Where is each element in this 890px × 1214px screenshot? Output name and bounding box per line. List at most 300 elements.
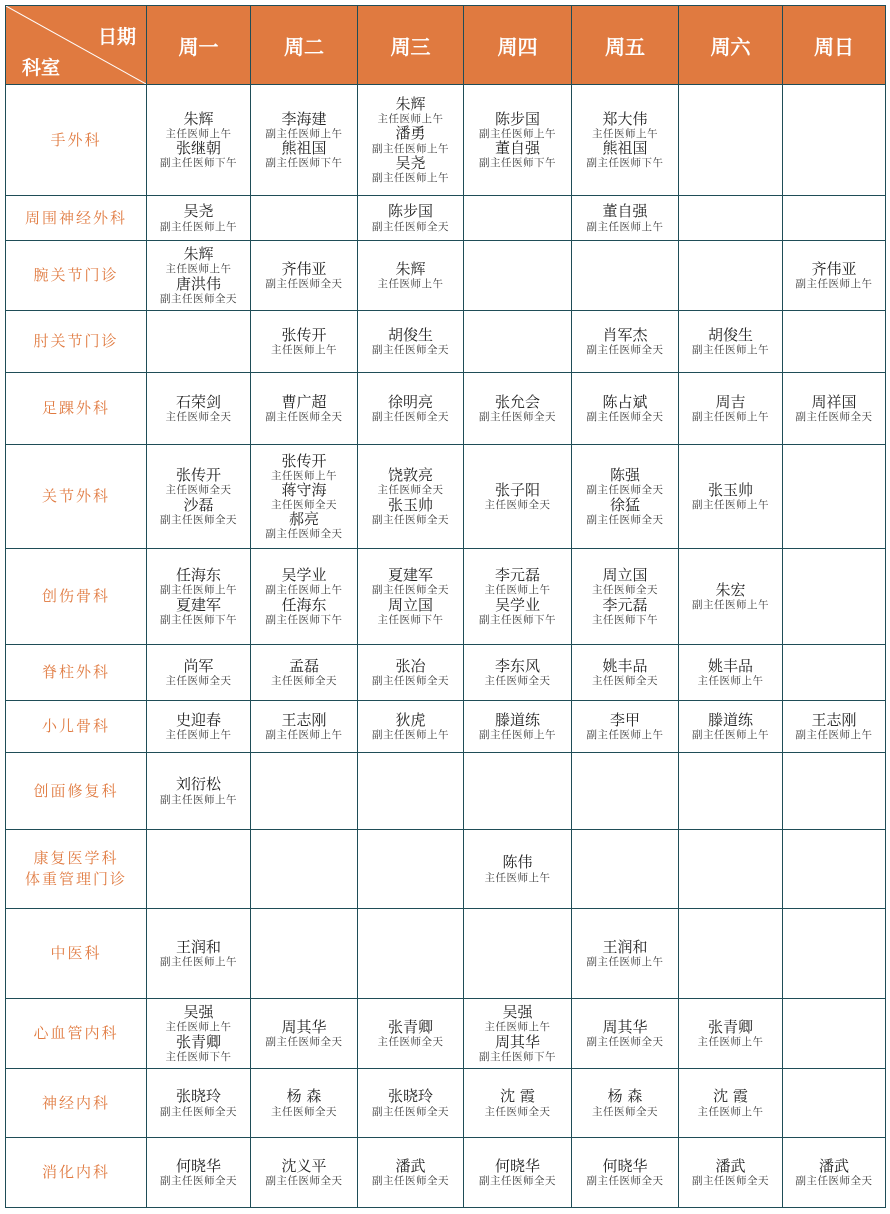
schedule-cell	[572, 549, 679, 645]
schedule-cell	[572, 1138, 679, 1208]
doctor-entry	[572, 1088, 678, 1117]
department-name-line: 消化内科	[41, 1163, 110, 1181]
schedule-cell	[679, 549, 783, 645]
doctor-entry	[251, 140, 357, 169]
department-name-line: 小儿骨科	[41, 717, 110, 735]
schedule-cell	[572, 85, 679, 196]
department-name	[6, 85, 147, 196]
schedule-cell	[679, 445, 783, 549]
doctor-name: 王志刚	[281, 710, 327, 729]
doctor-name: 杨 森	[286, 1087, 322, 1106]
doctor-title-session: 副主任医师上午	[160, 956, 237, 969]
schedule-cell	[679, 999, 783, 1069]
schedule-cell	[464, 645, 572, 701]
schedule-body	[6, 85, 886, 1208]
doctor-title-session: 主任医师全天	[484, 499, 551, 512]
schedule-cell	[783, 196, 886, 241]
doctor-name: 张允会	[494, 392, 540, 411]
doctor-title-session: 主任医师上午	[165, 1021, 232, 1034]
doctor-entry	[147, 776, 250, 805]
schedule-cell	[251, 311, 358, 373]
day-header: 周一	[147, 6, 251, 85]
doctor-title-session: 副主任医师上午	[795, 729, 873, 742]
doctor-name: 姚丰品	[707, 656, 753, 675]
doctor-title-session: 副主任医师全天	[372, 513, 449, 526]
doctor-entry	[251, 1158, 357, 1187]
doctor-title-session: 副主任医师全天	[265, 1036, 343, 1049]
doctor-title-session: 副主任医师全天	[586, 411, 664, 424]
doctor-entry	[358, 712, 463, 741]
doctor-name: 郝亮	[288, 510, 319, 529]
doctor-name: 沙磊	[183, 495, 214, 514]
doctor-name: 蒋守海	[281, 480, 327, 499]
schedule-cell	[679, 196, 783, 241]
doctor-title-session: 副主任医师全天	[160, 513, 237, 526]
doctor-title-session: 主任医师全天	[165, 484, 232, 497]
doctor-title-session: 副主任医师全天	[160, 1175, 237, 1188]
department-name-line: 脊柱外科	[41, 663, 110, 681]
schedule-cell	[358, 645, 464, 701]
doctor-entry	[572, 467, 678, 496]
doctor-title-session: 副主任医师下午	[265, 157, 343, 170]
doctor-title-session: 主任医师下午	[165, 1050, 232, 1063]
doctor-title-session: 副主任医师上午	[692, 729, 769, 742]
doctor-title-session: 主任医师全天	[165, 411, 232, 424]
doctor-entry	[147, 597, 250, 626]
doctor-name: 朱辉	[395, 259, 426, 278]
doctor-entry	[147, 140, 250, 169]
doctor-entry	[464, 658, 571, 687]
doctor-name: 张晓玲	[175, 1087, 221, 1106]
doctor-name: 潘武	[395, 1156, 426, 1175]
doctor-name: 王润和	[175, 937, 221, 956]
doctor-entry	[251, 658, 357, 687]
department-row	[6, 373, 886, 445]
doctor-title-session: 副主任医师上午	[265, 729, 343, 742]
doctor-title-session: 副主任医师下午	[160, 157, 237, 170]
doctor-title-session: 副主任医师全天	[692, 1175, 769, 1188]
schedule-cell	[783, 1069, 886, 1138]
doctor-name: 张传开	[281, 325, 327, 344]
doctor-name: 张青卿	[707, 1017, 753, 1036]
doctor-name: 潘武	[715, 1156, 746, 1175]
doctor-name: 吴强	[183, 1003, 214, 1022]
department-name	[6, 196, 147, 241]
doctor-title-session: 副主任医师全天	[586, 344, 664, 357]
doctor-title-session: 主任医师全天	[592, 675, 658, 688]
schedule-cell	[147, 701, 251, 753]
doctor-name: 周其华	[281, 1017, 327, 1036]
doctor-title-session: 副主任医师全天	[586, 484, 664, 497]
doctor-name: 陈步国	[494, 109, 540, 128]
doctor-title-session: 副主任医师下午	[479, 613, 556, 626]
doctor-entry	[358, 1019, 463, 1048]
doctor-name: 李甲	[609, 710, 640, 729]
doctor-title-session: 副主任医师上午	[692, 599, 769, 612]
date-label: 日期	[97, 26, 136, 48]
doctor-entry	[572, 327, 678, 356]
doctor-name: 李东风	[494, 656, 540, 675]
department-row	[6, 999, 886, 1069]
doctor-title-session: 副主任医师上午	[372, 171, 449, 184]
doctor-entry	[679, 1088, 782, 1117]
doctor-entry	[251, 597, 357, 626]
schedule-cell	[147, 753, 251, 830]
doctor-entry	[251, 261, 357, 290]
dept-label: 科室	[22, 57, 61, 79]
department-name	[6, 445, 147, 549]
schedule-cell	[679, 645, 783, 701]
doctor-title-session: 副主任医师下午	[586, 157, 664, 170]
doctor-entry	[464, 854, 571, 883]
day-header: 周五	[572, 6, 679, 85]
schedule-cell	[679, 1069, 783, 1138]
schedule-cell	[358, 196, 464, 241]
schedule-cell	[783, 445, 886, 549]
doctor-title-session: 副主任医师全天	[586, 1036, 664, 1049]
day-header: 周二	[251, 6, 358, 85]
department-name	[6, 753, 147, 830]
schedule-cell	[572, 645, 679, 701]
doctor-title-session: 副主任医师全天	[265, 528, 343, 541]
department-row	[6, 85, 886, 196]
doctor-title-session: 副主任医师上午	[692, 344, 769, 357]
doctor-title-session: 副主任医师全天	[372, 1175, 449, 1188]
doctor-name: 夏建军	[175, 595, 221, 614]
doctor-entry	[572, 1158, 678, 1187]
doctor-entry	[464, 1158, 571, 1187]
doctor-title-session: 主任医师上午	[377, 113, 444, 126]
doctor-title-session: 副主任医师上午	[586, 220, 664, 233]
doctor-name: 陈占斌	[602, 392, 648, 411]
department-row	[6, 830, 886, 909]
doctor-entry	[679, 658, 782, 687]
doctor-name: 郑大伟	[602, 109, 648, 128]
doctor-name: 周立国	[602, 566, 648, 585]
schedule-cell	[147, 909, 251, 999]
doctor-name: 周吉	[715, 392, 746, 411]
schedule-cell	[783, 311, 886, 373]
schedule-cell	[783, 645, 886, 701]
doctor-name: 曹广超	[281, 392, 327, 411]
schedule-cell	[783, 1138, 886, 1208]
schedule-cell	[251, 373, 358, 445]
doctor-entry	[147, 658, 250, 687]
doctor-entry	[572, 140, 678, 169]
doctor-name: 姚丰品	[602, 656, 648, 675]
doctor-name: 董自强	[602, 202, 648, 221]
doctor-name: 杨 森	[607, 1087, 643, 1106]
doctor-entry	[358, 203, 463, 232]
doctor-name: 朱宏	[715, 580, 746, 599]
doctor-title-session: 副主任医师上午	[160, 584, 237, 597]
doctor-entry	[358, 1088, 463, 1117]
schedule-cell	[147, 1069, 251, 1138]
department-name	[6, 549, 147, 645]
doctor-name: 滕道练	[494, 710, 540, 729]
doctor-entry	[251, 453, 357, 482]
schedule-cell	[783, 549, 886, 645]
schedule-cell	[572, 1069, 679, 1138]
doctor-title-session: 主任医师上午	[697, 1105, 764, 1118]
doctor-name: 何晓华	[175, 1156, 221, 1175]
doctor-title-session: 主任医师全天	[271, 499, 337, 512]
schedule-cell	[358, 701, 464, 753]
department-name-line: 创伤骨科	[41, 587, 110, 605]
doctor-entry	[464, 1004, 571, 1033]
doctor-name: 任海东	[175, 566, 221, 585]
doctor-entry	[251, 327, 357, 356]
department-name	[6, 373, 147, 445]
doctor-title-session: 副主任医师上午	[692, 499, 769, 512]
schedule-cell	[147, 1138, 251, 1208]
doctor-title-session: 主任医师全天	[271, 1105, 337, 1118]
schedule-cell	[147, 645, 251, 701]
doctor-title-session: 副主任医师全天	[372, 675, 449, 688]
department-name	[6, 701, 147, 753]
schedule-cell	[358, 549, 464, 645]
schedule-cell	[783, 241, 886, 311]
doctor-title-session: 主任医师上午	[165, 127, 232, 140]
doctor-title-session: 主任医师上午	[484, 584, 551, 597]
day-header: 周六	[679, 6, 783, 85]
doctor-name: 潘武	[818, 1156, 849, 1175]
doctor-entry	[147, 1034, 250, 1063]
schedule-cell	[358, 85, 464, 196]
schedule-cell	[147, 85, 251, 196]
doctor-name: 胡俊生	[387, 325, 433, 344]
day-header: 周四	[464, 6, 572, 85]
schedule-cell	[358, 311, 464, 373]
doctor-name: 石荣剑	[175, 392, 221, 411]
doctor-title-session: 主任医师全天	[377, 1036, 444, 1049]
doctor-entry	[572, 567, 678, 596]
doctor-name: 王润和	[602, 937, 648, 956]
doctor-name: 尚军	[183, 656, 214, 675]
doctor-entry	[251, 511, 357, 540]
doctor-title-session: 主任医师上午	[271, 469, 337, 482]
doctor-title-session: 主任医师上午	[165, 263, 232, 276]
doctor-entry	[783, 712, 885, 741]
doctor-name: 张青卿	[175, 1032, 221, 1051]
doctor-name: 周其华	[494, 1032, 540, 1051]
schedule-cell	[572, 373, 679, 445]
doctor-entry	[251, 567, 357, 596]
schedule-cell	[147, 999, 251, 1069]
doctor-entry	[251, 1019, 357, 1048]
schedule-cell	[464, 85, 572, 196]
doctor-name: 朱辉	[183, 109, 214, 128]
doctor-entry	[147, 567, 250, 596]
doctor-title-session: 主任医师全天	[592, 1105, 658, 1118]
doctor-name: 张玉帅	[387, 495, 433, 514]
schedule-cell	[464, 753, 572, 830]
doctor-name: 齐伟亚	[811, 259, 857, 278]
doctor-entry	[358, 658, 463, 687]
department-row	[6, 445, 886, 549]
schedule-cell	[147, 830, 251, 909]
doctor-entry	[783, 394, 885, 423]
department-row	[6, 645, 886, 701]
schedule-cell	[251, 241, 358, 311]
doctor-title-session: 主任医师上午	[592, 127, 658, 140]
doctor-entry	[251, 394, 357, 423]
department-row	[6, 311, 886, 373]
doctor-name: 张青卿	[387, 1017, 433, 1036]
doctor-entry	[147, 276, 250, 305]
doctor-name: 狄虎	[395, 710, 426, 729]
doctor-title-session: 副主任医师全天	[372, 584, 449, 597]
schedule-cell	[251, 753, 358, 830]
schedule-cell	[572, 311, 679, 373]
doctor-entry	[147, 394, 250, 423]
doctor-name: 吴学业	[281, 566, 327, 585]
doctor-entry	[358, 1158, 463, 1187]
doctor-name: 饶敦亮	[387, 466, 433, 485]
department-name-line: 康复医学科	[33, 849, 119, 867]
doctor-entry	[572, 497, 678, 526]
doctor-title-session: 主任医师上午	[697, 675, 764, 688]
department-name-line: 足踝外科	[41, 399, 110, 417]
doctor-title-session: 主任医师全天	[484, 1105, 551, 1118]
doctor-name: 周立国	[387, 595, 433, 614]
doctor-title-session: 主任医师上午	[697, 1036, 764, 1049]
doctor-name: 陈步国	[387, 202, 433, 221]
doctor-name: 李元磊	[602, 595, 648, 614]
doctor-title-session: 副主任医师上午	[160, 220, 237, 233]
schedule-cell	[679, 701, 783, 753]
schedule-cell	[464, 701, 572, 753]
doctor-title-session: 副主任医师上午	[479, 127, 556, 140]
department-name	[6, 1138, 147, 1208]
doctor-name: 徐猛	[609, 495, 640, 514]
doctor-name: 吴尧	[395, 153, 426, 172]
schedule-cell	[358, 753, 464, 830]
doctor-name: 吴学业	[494, 595, 540, 614]
doctor-title-session: 副主任医师全天	[479, 411, 556, 424]
schedule-cell	[572, 445, 679, 549]
schedule-cell	[464, 549, 572, 645]
department-row	[6, 1138, 886, 1208]
doctor-title-session: 副主任医师全天	[265, 278, 343, 291]
schedule-cell	[147, 549, 251, 645]
doctor-title-session: 主任医师全天	[484, 675, 551, 688]
department-name	[6, 999, 147, 1069]
doctor-entry	[464, 1034, 571, 1063]
schedule-cell	[358, 1138, 464, 1208]
schedule-cell	[679, 753, 783, 830]
doctor-title-session: 副主任医师上午	[479, 729, 556, 742]
doctor-title-session: 副主任医师下午	[265, 613, 343, 626]
doctor-title-session: 副主任医师全天	[372, 344, 449, 357]
schedule-cell	[572, 999, 679, 1069]
doctor-entry	[147, 712, 250, 741]
doctor-entry	[783, 1158, 885, 1187]
doctor-entry	[147, 246, 250, 275]
doctor-name: 吴尧	[183, 202, 214, 221]
doctor-name: 沈 霞	[500, 1087, 535, 1106]
doctor-entry	[572, 712, 678, 741]
doctor-name: 陈强	[609, 466, 640, 485]
schedule-cell	[783, 373, 886, 445]
department-row	[6, 701, 886, 753]
doctor-name: 张子阳	[494, 480, 540, 499]
doctor-entry	[358, 261, 463, 290]
schedule-cell	[679, 311, 783, 373]
doctor-name: 何晓华	[602, 1156, 648, 1175]
doctor-title-session: 主任医师下午	[592, 613, 658, 626]
department-name-line: 创面修复科	[33, 781, 119, 800]
doctor-entry	[251, 712, 357, 741]
department-row	[6, 909, 886, 999]
doctor-name: 陈伟	[502, 853, 533, 872]
schedule-cell	[251, 701, 358, 753]
doctor-title-session: 副主任医师全天	[160, 1105, 237, 1118]
schedule-cell	[464, 1069, 572, 1138]
doctor-name: 张继朝	[175, 139, 221, 157]
header-row	[6, 6, 886, 85]
department-name-line: 周围神经外科	[24, 208, 127, 227]
schedule-cell	[679, 1138, 783, 1208]
doctor-name: 史迎春	[175, 710, 221, 729]
doctor-name: 吴强	[502, 1003, 533, 1022]
department-name-line: 中医科	[50, 944, 102, 962]
schedule-cell	[572, 196, 679, 241]
doctor-name: 周祥国	[811, 392, 857, 411]
schedule-cell	[147, 373, 251, 445]
doctor-entry	[358, 597, 463, 626]
doctor-title-session: 副主任医师下午	[479, 157, 556, 170]
department-name-line: 肘关节门诊	[33, 332, 119, 350]
schedule-cell	[251, 85, 358, 196]
doctor-entry	[679, 394, 782, 423]
doctor-title-session: 主任医师上午	[271, 344, 337, 357]
schedule-cell	[358, 373, 464, 445]
doctor-entry	[679, 712, 782, 741]
schedule-cell	[464, 373, 572, 445]
department-row	[6, 753, 886, 830]
department-name-line: 手外科	[50, 130, 102, 149]
department-row	[6, 241, 886, 311]
doctor-title-session: 副主任医师全天	[586, 513, 664, 526]
schedule-cell	[783, 85, 886, 196]
doctor-entry	[358, 394, 463, 423]
doctor-title-session: 主任医师全天	[165, 675, 232, 688]
schedule-cell	[464, 999, 572, 1069]
doctor-entry	[572, 111, 678, 140]
schedule-cell	[464, 196, 572, 241]
schedule-cell	[464, 830, 572, 909]
schedule-cell	[679, 85, 783, 196]
department-name	[6, 830, 147, 909]
doctor-entry	[679, 582, 782, 611]
doctor-entry	[464, 140, 571, 169]
schedule-cell	[783, 830, 886, 909]
doctor-title-session: 副主任医师下午	[479, 1050, 556, 1063]
department-name-line: 心血管内科	[33, 1024, 119, 1042]
doctor-title-session: 主任医师全天	[377, 484, 444, 497]
schedule-cell	[358, 830, 464, 909]
department-name-line: 体重管理门诊	[24, 870, 127, 888]
schedule-cell	[147, 311, 251, 373]
doctor-title-session: 主任医师上午	[377, 278, 444, 291]
doctor-name: 沈义平	[281, 1156, 327, 1175]
doctor-entry	[679, 327, 782, 356]
department-name-line: 关节外科	[41, 487, 110, 505]
doctor-name: 朱辉	[183, 245, 214, 264]
doctor-title-session: 副主任医师上午	[265, 127, 343, 140]
doctor-title-session: 副主任医师上午	[692, 411, 769, 424]
